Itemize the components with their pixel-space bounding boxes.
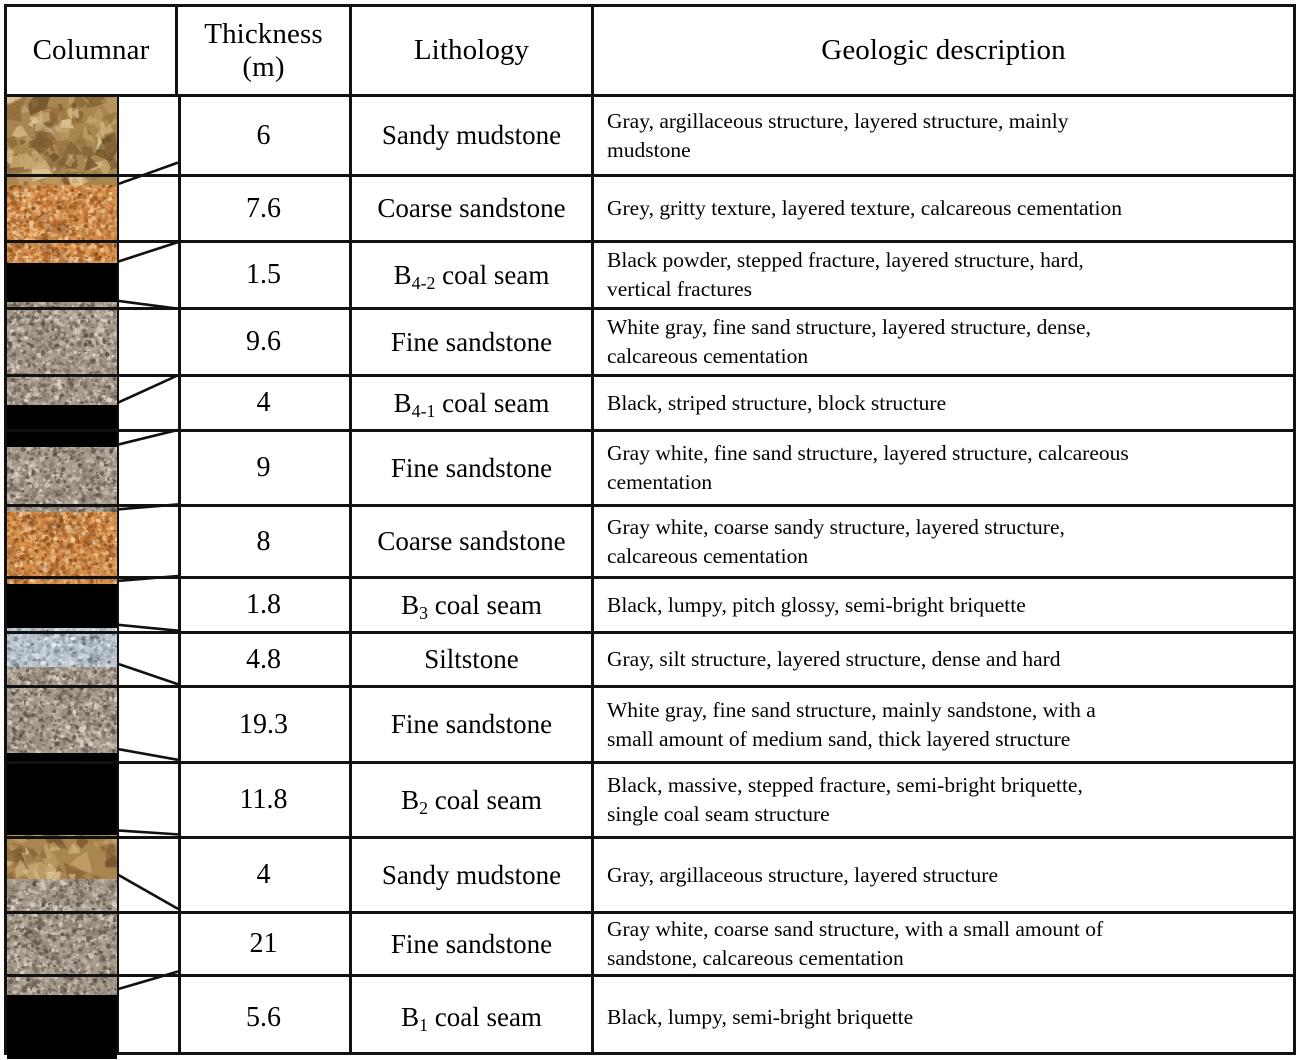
description-text — [607, 771, 1083, 829]
cell-description — [594, 688, 1293, 761]
cell-thickness: 19.3 — [239, 708, 288, 740]
cell-description — [594, 243, 1293, 307]
cell-thickness: 9 — [256, 452, 271, 483]
cell-lithology — [352, 914, 591, 974]
cell-thickness: 5.6 — [246, 1001, 281, 1033]
header-thickness-line1: Thickness — [204, 18, 323, 51]
lithology-prefix: B — [393, 259, 412, 290]
table-row — [7, 914, 1293, 977]
lithology-label — [394, 388, 550, 419]
lithology-prefix: B — [401, 784, 420, 815]
header-lithology — [352, 7, 594, 94]
table-row — [7, 177, 1293, 243]
lithology-label: Fine sandstone — [390, 452, 553, 483]
cell-lithology — [352, 377, 591, 429]
description-line: Gray white, coarse sand structure, with a small amount of — [607, 917, 1104, 942]
cell-description — [594, 310, 1293, 374]
lithology-label: Siltstone — [424, 644, 519, 674]
description-line: Grey, gritty texture, layered texture, calcareous cementation — [607, 196, 1122, 221]
lithology-label — [401, 785, 542, 816]
cell-thickness: 1.5 — [246, 259, 281, 290]
lithology-label — [401, 1002, 542, 1033]
description-text — [607, 915, 1103, 973]
lithology-prefix: B — [401, 589, 420, 620]
table-row — [7, 764, 1293, 839]
cell-lithology — [352, 310, 591, 374]
header-thickness-line2: (m) — [242, 50, 285, 83]
description-line: Black, lumpy, semi-bright briquette — [607, 1005, 914, 1030]
description-line: White gray, fine sand structure, mainly sandstone, with a — [607, 697, 1096, 722]
cell-description — [594, 507, 1293, 576]
description-line: cementation — [607, 470, 713, 494]
cell-thickness: 6 — [256, 119, 271, 151]
table-row — [7, 97, 1293, 177]
cell-lithology — [352, 764, 591, 836]
cell-description — [594, 634, 1293, 685]
cell-description — [594, 432, 1293, 504]
description-line: calcareous cementation — [607, 543, 809, 568]
lithology-prefix: B — [393, 387, 412, 418]
cell-description — [594, 914, 1293, 974]
cell-thickness: 11.8 — [239, 784, 288, 815]
cell-description — [594, 97, 1293, 174]
description-line: Black, striped structure, block structure — [607, 390, 947, 415]
description-line: Gray, argillaceous structure, layered structure, mainly — [607, 108, 1069, 133]
lithology-label: Fine sandstone — [390, 928, 553, 959]
lithology-subscript: 2 — [419, 797, 428, 818]
cell-description — [594, 764, 1293, 836]
cell-lithology — [352, 579, 591, 631]
lithology-label: Coarse sandstone — [377, 526, 566, 556]
lithology-subscript: 4-1 — [411, 400, 436, 421]
cell-thickness: 9.6 — [246, 326, 281, 357]
description-line: mudstone — [607, 137, 691, 162]
cell-lithology — [352, 634, 591, 685]
cell-description — [594, 839, 1293, 911]
cell-lithology — [352, 977, 591, 1058]
cell-description — [594, 579, 1293, 631]
lithology-suffix: coal seam — [435, 259, 550, 290]
cell-thickness: 21 — [249, 928, 278, 959]
cell-lithology — [352, 97, 591, 174]
lithology-label: Fine sandstone — [390, 326, 553, 357]
cell-lithology — [352, 177, 591, 240]
table-row — [7, 507, 1293, 579]
description-line: White gray, fine sand structure, layered structure, dense, — [607, 315, 1091, 340]
description-line: Black, lumpy, pitch glossy, semi-bright briquette — [607, 592, 1026, 617]
description-line: calcareous cementation — [607, 344, 809, 368]
description-text — [607, 389, 946, 418]
lithology-suffix: coal seam — [427, 784, 542, 815]
description-line: Black powder, stepped fracture, layered structure, hard, — [607, 248, 1084, 273]
header-lithology-label: Lithology — [413, 34, 530, 67]
cell-lithology — [352, 507, 591, 576]
lithology-label — [401, 590, 542, 621]
description-line: sandstone, calcareous cementation — [607, 946, 904, 970]
table-row — [7, 377, 1293, 432]
description-line: Black, massive, stepped fracture, semi-bright briquette, — [607, 773, 1083, 798]
cell-description — [594, 177, 1293, 240]
table-row — [7, 634, 1293, 688]
cell-thickness: 7.6 — [246, 192, 281, 224]
cell-lithology — [352, 688, 591, 761]
header-thickness-label — [204, 18, 323, 83]
cell-thickness: 4 — [256, 859, 271, 890]
description-text — [607, 861, 998, 890]
cell-lithology — [352, 243, 591, 307]
description-text — [607, 645, 1061, 674]
description-text — [607, 696, 1096, 754]
lithology-label: Coarse sandstone — [377, 193, 566, 223]
cell-description — [594, 977, 1293, 1058]
description-text — [607, 513, 1065, 571]
table-row — [7, 579, 1293, 634]
header-columnar — [7, 7, 178, 94]
table-row — [7, 977, 1293, 1058]
description-text — [607, 1003, 913, 1032]
lithology-subscript: 4-2 — [411, 272, 436, 293]
header-columnar-label: Columnar — [32, 34, 150, 67]
lithology-suffix: coal seam — [427, 1002, 542, 1032]
cell-lithology — [352, 432, 591, 504]
cell-lithology — [352, 839, 591, 911]
description-line: Gray, silt structure, layered structure, dense and hard — [607, 647, 1061, 672]
cell-thickness: 8 — [256, 525, 271, 557]
header-description-label: Geologic description — [821, 34, 1066, 67]
cell-description — [594, 377, 1293, 429]
lithology-subscript: 3 — [419, 602, 428, 623]
lithology-prefix: B — [401, 1002, 420, 1032]
table-row — [7, 432, 1293, 507]
cell-thickness: 1.8 — [246, 589, 281, 620]
lithology-label: Fine sandstone — [390, 709, 553, 739]
lithology-suffix: coal seam — [427, 589, 542, 620]
table-row — [7, 310, 1293, 377]
cell-thickness: 4.8 — [246, 643, 281, 675]
description-line: Gray white, fine sand structure, layered structure, calcareous — [607, 441, 1129, 466]
description-text — [607, 313, 1091, 371]
table-row — [7, 243, 1293, 310]
lithology-suffix: coal seam — [435, 387, 550, 418]
description-line: Gray, argillaceous structure, layered structure — [607, 862, 999, 887]
table-row — [7, 688, 1293, 764]
cell-thickness: 4 — [256, 387, 271, 418]
description-text — [607, 194, 1122, 223]
description-line: single coal seam structure — [607, 802, 830, 826]
lithology-label — [394, 260, 550, 291]
description-text — [607, 107, 1068, 165]
header-thickness — [178, 7, 352, 94]
lithology-label: Sandy mudstone — [381, 120, 562, 150]
description-line: vertical fractures — [607, 277, 753, 301]
lithology-label: Sandy mudstone — [381, 859, 562, 890]
description-line: Gray white, coarse sandy structure, layered structure, — [607, 514, 1065, 539]
stratigraphic-table — [4, 4, 1296, 1055]
header-description — [594, 7, 1293, 94]
table-header-row — [7, 7, 1293, 97]
description-line: small amount of medium sand, thick layered structure — [607, 726, 1071, 751]
lithology-subscript: 1 — [419, 1014, 428, 1035]
table-body — [7, 97, 1293, 1052]
description-text — [607, 591, 1026, 620]
description-text — [607, 246, 1084, 304]
table-row — [7, 839, 1293, 914]
description-text — [607, 439, 1129, 497]
